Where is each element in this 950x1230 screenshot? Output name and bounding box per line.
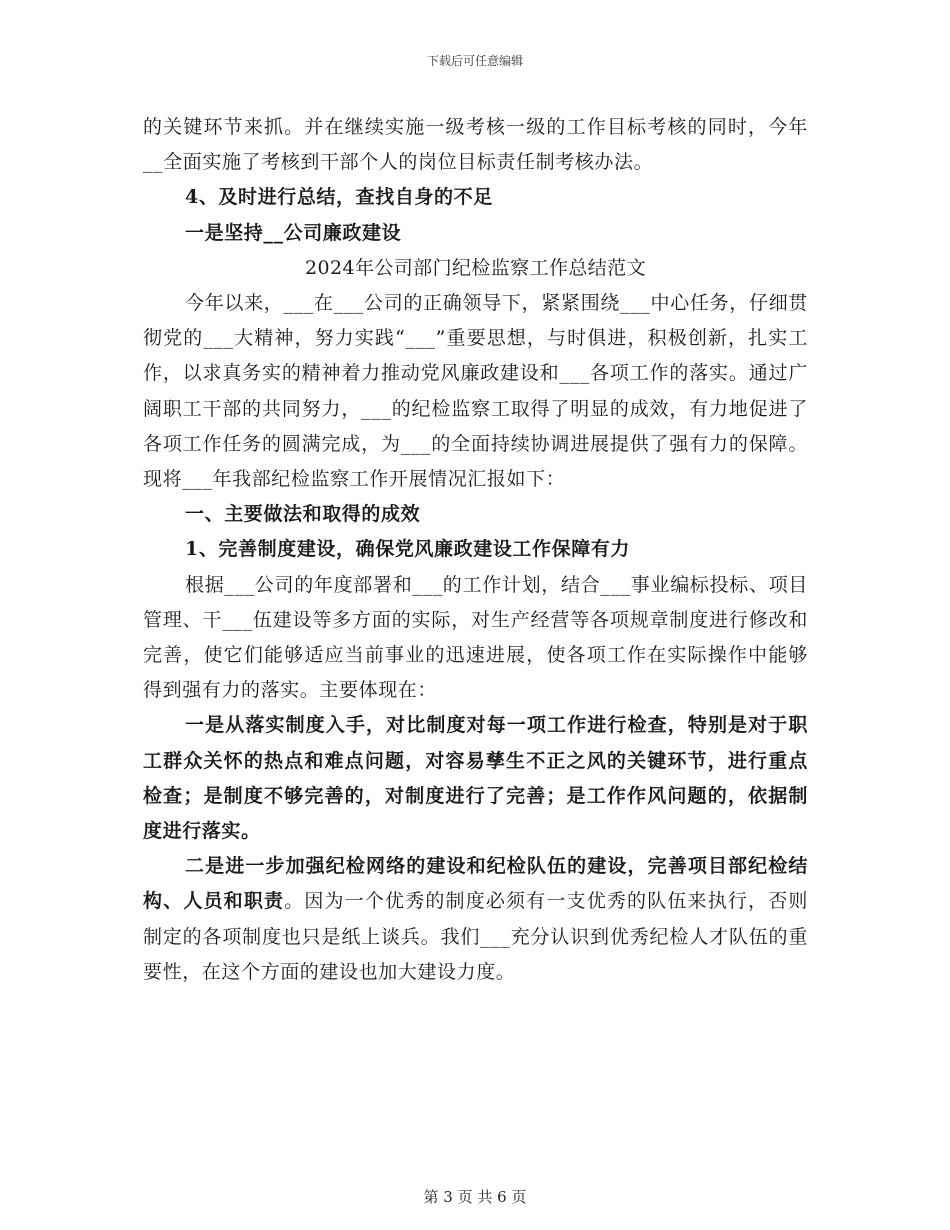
section-heading: 4、及时进行总结，查找自身的不足: [185, 186, 493, 209]
paragraph: 根据___公司的年度部署和___的工作计划，结合___事业编标投标、项目管理、干___伍建设等多方面的实际，对生产经营等各项规章制度进行修改和完善，使它们能够适应当前事业的迅速进展，使各项工作在实际操作中能够得到强有力的落实。主要体现在：: [143, 573, 808, 702]
document-title: 2024年公司部门纪检监察工作总结范文: [305, 256, 646, 279]
bold-lead: 二是进一步加强纪检网络的建设和纪检队伍的建设，完善项目部纪检结构、人员和职责: [143, 855, 808, 913]
page-number: 第 3 页 共 6 页: [423, 1188, 527, 1206]
paragraph: 今年以来，___在___公司的正确领导下，紧紧围绕___中心任务，仔细贯彻党的___大精神，努力实践“___”重要思想，与时俱进，积极创新，扎实工作，以求真务实的精神着力推动党风廉政建设和___各项工作的落实。通过广阔职工干部的共同努力，___的纪检监察工取得了明显的成效，有力地促进了各项工作任务的圆满完成，为___的全面持续协调进展提供了强有力的保障。现将___年我部纪检监察工作开展情况汇报如下：: [143, 292, 808, 491]
section-heading: 一、主要做法和取得的成效: [185, 503, 421, 526]
page-header-note: 下载后可任意编辑: [426, 54, 523, 68]
paragraph: 的关键环节来抓。并在继续实施一级考核一级的工作目标考核的同时，今年__全面实施了考核到干部个人的岗位目标责任制考核办法。: [143, 116, 808, 174]
section-heading: 1、完善制度建设，确保党风廉政建设工作保障有力: [185, 538, 631, 561]
paragraph: [143, 849, 808, 990]
paragraph-rest: 。因为一个优秀的制度必须有一支优秀的队伍来执行，否则制定的各项制度也只是纸上谈兵。我们___充分认识到优秀纪检人才队伍的重要性，在这个方面的建设也加大建设力度。: [143, 890, 808, 983]
document-body: [143, 110, 808, 990]
section-heading: 一是坚持__公司廉政建设: [185, 221, 402, 244]
paragraph-bold: 一是从落实制度入手，对比制度对每一项工作进行检查，特别是对于职工群众关怀的热点和难点问题，对容易孳生不正之风的关键环节，进行重点检查；是制度不够完善的，对制度进行了完善；是工作作风问题的，依据制度进行落实。: [143, 714, 808, 843]
